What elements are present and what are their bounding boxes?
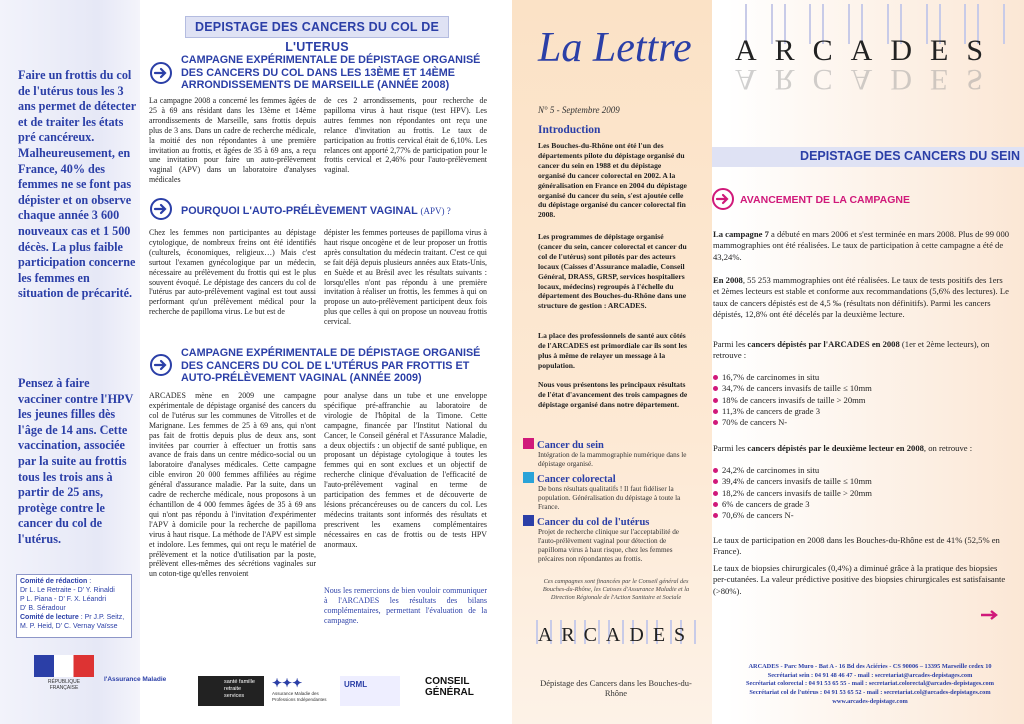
section2-col2: dépister les femmes porteuses de papilloma virus à haut risque oncogène et de leur proposer un frottis après consultation du médecin traitant. C'est ce qui se fait déjà depuis plusieurs années aux Etats-Unis, en Suède et au Brésil avec les résultats suivants : lorsqu'elles n'ont pas répondu à une première invitation à réaliser un frottis, les femmes à qui on propose un auto-prélèvement participent deux fois plus que celles à qui on propose un nouveau frottis cervical. [324,228,487,327]
section-title-2008: CAMPAGNE EXPÉRIMENTALE DE DÉPISTAGE ORGANISÉ DES CANCERS DU COL DANS LES 13ÈME ET 14ÈME ARRONDISSEMENTS DE MARSEILLE (ANNÉE 2008) [181,54,481,91]
section1-col1: La campagne 2008 a concerné les femmes âgées de 25 à 69 ans résidant dans les 13ème et 14ème arrondissements de Marseille, sans frottis depuis plus de 3 ans. Dans un cadre de recherche médicale, la moitié des non répondantes à une première invitation au frottis, et âgées de 35 à 69 ans, a reçu une invitation pour faire un auto-prélèvement vaginal (APV) dans un laboratoire d'analyses médicales [149,96,316,185]
section2-col1: Chez les femmes non participantes au dépistage cytologique, de nombreux freins ont été identifiés (culturels, économiques, religieux…) Mais c'est surtout l'examen gynécologique par un médecin, nécessaire au prélèvement du frottis qui est le plus souvent évoqué. Le dépistage des cancers du col de l'utérus par auto-prélèvement vaginal est tout aussi performant qu'un prélèvement médical pour la recherche de papilloma virus. Le but est de [149,228,316,317]
issue-number: N° 5 - Septembre 2009 [538,105,620,115]
section-title-2009: CAMPAGNE EXPÉRIMENTALE DE DÉPISTAGE ORGANISÉ DES CANCERS DU COL DE L'UTÉRUS PAR FROTTIS ET AUTO-PRÉLÈVEMENT VAGINAL (ANNÉE 2009) [181,347,481,384]
list-item: 18,2% de cancers invasifs de taille > 20mm [713,488,1011,499]
colorectal-square-icon [523,472,534,483]
sein-p2: En 2008, 55 253 mammographies ont été réalisées. Le taux de tests positifs des 1ers et 2èmes lecteurs est stable et conforme aux recommandations (5,6% des lectures). Le taux de cancers dépistés est de 4,5 ‰ (résultats non définitifs). Parmi les cancers dépistés, 12,8% ont été décelés par la deuxième lecture. [713,275,1009,319]
list-item: 16,7% de carcinomes in situ [713,372,1011,383]
section3-col2: pour analyse dans un tube et une enveloppe spécifique pré-affranchie au laboratoire de virologie de l'hôpital de la Timone. Cette campagne, financée par l'Institut National du Cancer, le Conseil général et l'Assurance Maladie, a deux objectifs : un objectif de santé publique, en proposant un dépistage cytologique à toutes les femmes qui en sont exclues et un objectif de recherche clinique d'évaluation de l'efficacité de l'auto-prélèvement vaginal en terme de participation des femmes et de découverte de lésions précancéreuses ou de cancers du col. Les médecins traitants sont informés des résultats et prescrivent les examens complémentaires nécessaires en cas de frottis ou de tests HPV anormaux. [324,391,487,549]
arcades-footer-brand: ARCADES [537,624,695,646]
conseil-general-logo: CONSEIL GÉNÉRAL [425,676,474,698]
avancement-title: AVANCEMENT DE LA CAMPAGNE [740,194,910,206]
sein-p1: La campagne 7 a débuté en mars 2006 et s'est terminée en mars 2008. Plus de 99 000 mammographies ont été réalisées. Le taux de participation à cette campagne a été de 43,24%. [713,229,1010,262]
arcades-brand: ARCADES [735,34,1002,67]
newsletter-title: La Lettre [538,25,692,71]
republique-logo: RÉPUBLIQUE FRANÇAISE [34,655,94,709]
vaccin-callout: Pensez à faire vacciner contre l'HPV les jeunes filles dès l'âge de 14 ans. Cette vaccination, associée par la suite au frottis tous les trois ans à partir de 25 ans, protège contre le cancer du col de l'utérus. [18,376,134,546]
list-item: 6% de cancers de grade 3 [713,499,1011,510]
list-item: 70% de cancers N- [713,417,1011,428]
intro-p1: Les Bouches-du-Rhône ont été l'un des départements pilote du dépistage organisé du cancer du sein en 1988 et du dépistage organisé du cancer colorectal en 2002. A la généralisation en France en 2004 du dépistage organisé du cancer du sein, s'est ajoutée celle du dépistage organisé du cancer colorectal fin 2008. [538,141,687,220]
section-title-apv: POURQUOI L'AUTO-PRÉLÈVEMENT VAGINAL (APV) ? [181,205,451,217]
list-item: 70,6% de cancers N- [713,510,1011,521]
sein-list1 [713,372,1011,428]
category-colorectal: Cancer colorectal De bons résultats qualitatifs ! Il faut fidéliser la population. Généralisation du dépistage à toute la France. [523,472,693,512]
col-square-icon [523,515,534,526]
sein-p3: Le taux de participation en 2008 dans les Bouches-du-Rhône est de 41% (52,5% en France). [713,535,1000,557]
intro-title: Introduction [538,124,601,136]
arrow-right-icon [712,188,734,210]
category-sein: Cancer du sein Intégration de la mammographie numérique dans le dépistage organisé. [523,438,693,469]
section3-col1: ARCADES mène en 2009 une campagne expérimentale de dépistage organisé des cancers du col de l'utérus sur les communes de Vitrolles et de Marignane. Les femmes de 25 à 69 ans, qui n'ont pas fait de frottis depuis plus de deux ans, sont invitées par courrier à effectuer un frottis sans avance de frais dans un centre médico-social ou un laboratoire d'analyses médicales. Cette campagne cible environ 20 000 femmes affiliées au régime général d'assurance maladie. Par la suite, dans un cadre de recherche médicale, nous proposons à un échantillon de 4 000 femmes âgées de 35 à 69 ans qui n'ont pas répondu à l'invitation d'expérimenter l'APV à domicile pour la recherche de papilloma virus à haut risque. La méthode de l'APV est simple et indolore. Les femmes, qui ont reçu le matériel de prélèvement et la notice d'utilisation par la poste, prélèvent elles-mêmes des sécrétions vaginales sur un coton-tige qu'elles renvoient [149,391,316,579]
section1-col2: de ces 2 arrondissements, pour recherche de papilloma virus à haut risque (test HPV). Les autres femmes non répondantes ont reçu une relance d'invitation au frottis. Le taux de participation au frottis cervical était de 6,10%. Les relances ont apporté 2,77% de participation pour le frottis cervical et 2,46% pour l'auto-prélèvement vaginal. [324,96,487,175]
arrow-right-icon [150,354,172,376]
sein-list1-intro: Parmi les cancers dépistés par l'ARCADES en 2008 (1er et 2ème lecteurs), on retrouve : [713,339,990,361]
frottis-callout: Faire un frottis du col de l'utérus tous les 3 ans permet de détecter et de traiter les états pré cancéreux. Malheureusement, en France, 40% des femmes ne se font pas dépister et on observe chaque année 3 600 nouveaux cas et 1 500 décès. La plus faible participation concerne les femmes en situation de précarité. [18,68,136,301]
intro-p4: Nous vous présentons les principaux résultats de l'état d'avancement des trois campagnes de dépistage organisé dans notre département. [538,380,688,409]
arcades-footer-sub: Dépistage des Cancers dans les Bouches-du-Rhône [540,678,692,698]
ampi-logo: ✦✦✦ Assurance Maladie des Professions Indépendantes [272,676,327,702]
arrow-right-icon [150,198,172,220]
funding-note: Ces campagnes sont financées par le Conseil général des Bouches-du-Rhône, les Caisses d'Assurance Maladie et la Direction Régionale de l'Action Sanitaire et Sociale [542,578,690,601]
urml-logo: URML [340,676,400,706]
next-page-arrow-icon[interactable] [980,608,1000,626]
thanks-note: Nous les remercions de bien vouloir communiquer à l'ARCADES les résultats des bilans complémentaires, permettant l'évaluation de la campagne. [324,586,487,625]
col-uterus-header: DEPISTAGE DES CANCERS DU COL DE L'UTERUS [185,16,449,38]
category-col: Cancer du col de l'utérus Projet de recherche clinique sur l'acceptabilité de l'auto-prélèvement vaginal pour détection de papilloma virus à haut risque, chez les femmes précaires non répondantes au frottis. [523,515,693,564]
arcades-brand-reflection: ARCADES [735,63,1002,96]
intro-p3: La place des professionnels de santé aux côtés de l'ARCADES est primordiale car ils sont les plus à même de relayer un message à la population. [538,331,687,370]
sein-list2 [713,465,1011,521]
list-item: 18% de cancers invasifs de taille > 20mm [713,395,1011,406]
list-item: 34,7% de cancers invasifs de taille ≤ 10mm [713,383,1011,394]
intro-p2: Les programmes de dépistage organisé (cancer du sein, cancer colorectal et cancer du col de l'utérus) sont pilotés par des acteurs locaux (Caisses d'Assurance maladie, Conseil Général, DRASS, GRSP, services hospitaliers locaux, médecins) regroupés à l'échelle du département des Bouches-du-Rhône dans une structure de gestion : ARCADES. [538,232,687,311]
comite-box: Comité de rédaction : Dr L. Le Retraite - D' Y. Rinaldi P L. Piana - D' F. X. Léandri D' B. Séradour Comité de lecture : Pr J.P. Seitz, M. P. Heid, D' C. Vernay Vaïsse [16,574,132,638]
list-item: 39,4% de cancers invasifs de taille ≤ 10mm [713,476,1011,487]
list-item: 24,2% de carcinomes in situ [713,465,1011,476]
sein-square-icon [523,438,534,449]
website-link[interactable]: www.arcades-depistage.com [832,697,908,705]
sein-p4: Le taux de biopsies chirurgicales (0,4%) a diminué grâce à la pratique des biopsies per-cutanées. La valeur prédictive positive des biopsies chirurgicales est satisfaisante (>80%). [713,563,1006,596]
santé-famille-logo: santé famille retraite services [198,676,264,706]
assurance-maladie-logo: l'Assurance Maladie [104,676,167,683]
list-item: 11,3% de cancers de grade 3 [713,406,1011,417]
contact-block: ARCADES - Parc Muro - Bat A - 16 Bd des Aciéries - CS 90006 – 13395 Marseille cedex 10 Secrétariat sein : 04 91 48 46 47 - mail : secretariat@arcades-depistages.com Secrétariat colorectal : 04 91 53 65 55 - mail : secretariat.colorectal@arcades-depistages.com Secrétariat col de l'utérus : 04 91 53 65 52 - mail : secretariat.col@arcades-depistages.com www.arcades-depistage.com [725,663,1015,707]
arrow-right-icon [150,62,172,84]
sein-header: DEPISTAGE DES CANCERS DU SEIN [712,147,1024,167]
sein-list2-intro: Parmi les cancers dépistés par le deuxième lecteur en 2008, on retrouve : [713,443,973,453]
